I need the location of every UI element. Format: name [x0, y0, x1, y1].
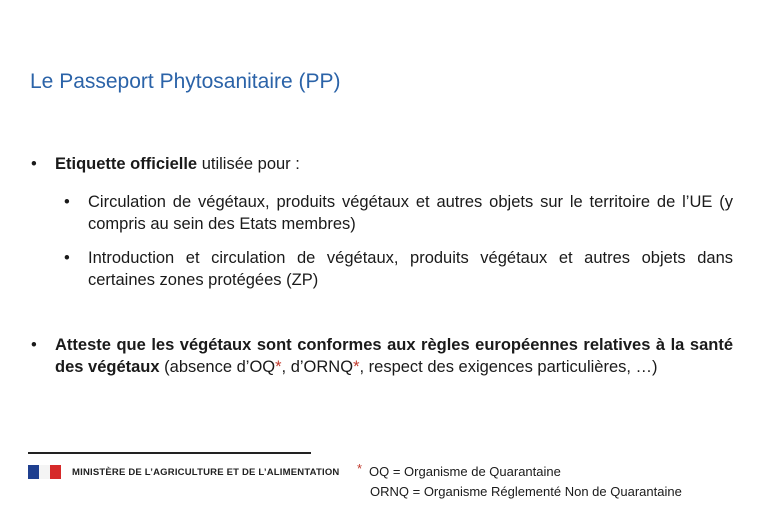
sub-bullet-circulation — [64, 191, 733, 235]
republic-flag-logo — [28, 465, 64, 483]
slide-title: Le Passeport Phytosanitaire (PP) — [30, 70, 341, 93]
footer-divider — [28, 452, 311, 454]
footnote-star: * — [275, 358, 282, 376]
bullet-text: , d’ORNQ — [281, 358, 354, 376]
footnote-star: * — [353, 358, 360, 376]
bullet-text: , respect des exigences particulières, …) — [359, 358, 658, 376]
flag-red-band — [50, 465, 61, 479]
sub-bullet-text: Circulation de végétaux, produits végétaux et autres objets sur le territoire de l’UE (y compris au sein des Etats membres) — [88, 193, 733, 233]
footnote-star: * — [357, 461, 363, 476]
footnote-oq-text: OQ = Organisme de Quarantaine — [369, 464, 561, 479]
bullet-dot: • — [31, 336, 37, 354]
footnote-ornq: ORNQ = Organisme Réglementé Non de Quarantaine — [370, 484, 682, 499]
bullet-dot: • — [31, 155, 37, 173]
bullet-official-label — [31, 153, 745, 175]
bullet-bold-text: Etiquette officielle — [55, 155, 198, 173]
flag-white-band — [39, 465, 50, 479]
bullet-text: utilisée pour : — [197, 155, 300, 173]
bullet-bold-text: Atteste que les végétaux sont conformes aux règles européennes relatives à la santé des végétaux — [55, 336, 733, 376]
bullet-dot: • — [64, 193, 70, 211]
sub-bullet-introduction — [64, 247, 733, 291]
sub-bullet-text: Introduction et circulation de végétaux, produits végétaux et autres objets dans certaines zones protégées (ZP) — [88, 249, 733, 289]
bullet-text: (absence d’OQ — [159, 358, 276, 376]
ministry-name: MINISTÈRE DE L’AGRICULTURE ET DE L’ALIMENTATION — [72, 467, 340, 478]
bullet-conformity — [31, 334, 733, 378]
flag-blue-band — [28, 465, 39, 479]
bullet-dot: • — [64, 249, 70, 267]
